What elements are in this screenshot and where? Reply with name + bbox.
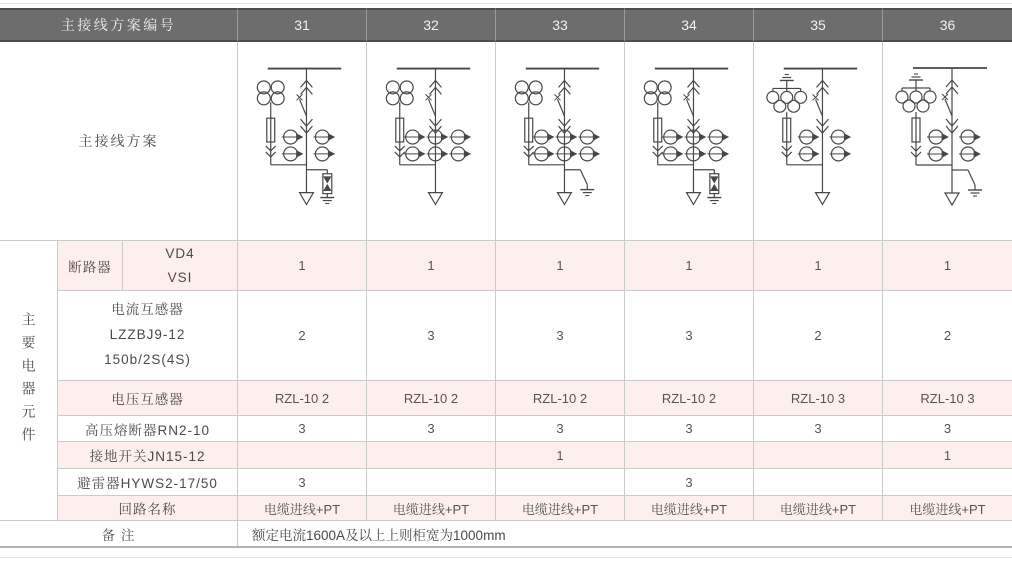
scheme-diagram <box>882 42 1012 240</box>
header-scheme-number: 31 <box>237 8 366 42</box>
breaker-model: VD4 <box>165 245 195 261</box>
table-cell: 1 <box>495 240 624 290</box>
table-cell: 2 <box>882 290 1012 380</box>
row-label-breaker: 断路器 <box>58 240 122 290</box>
table-cell: 电缆进线+PT <box>624 495 753 520</box>
scheme-diagram <box>753 42 882 240</box>
page-top-rule <box>0 3 1012 4</box>
table-cell: 3 <box>495 415 624 441</box>
table-cell: 3 <box>366 290 495 380</box>
remark-value: 额定电流1600A及以上上则柜宽为1000mm <box>237 520 1012 546</box>
table-cell: 3 <box>237 415 366 441</box>
row-label-arrester: 避雷器HYWS2-17/50 <box>58 468 237 495</box>
table-cell: 1 <box>237 240 366 290</box>
wiring-scheme-table <box>0 8 1012 548</box>
table-cell <box>495 468 624 495</box>
scheme-diagram <box>366 42 495 240</box>
table-cell <box>237 441 366 468</box>
row-label-voltage-transformer: 电压互感器 <box>58 380 237 415</box>
table-cell: 3 <box>237 468 366 495</box>
table-cell: 1 <box>495 441 624 468</box>
row-label-current-transformer <box>58 290 237 380</box>
table-cell <box>624 441 753 468</box>
table-cell <box>882 468 1012 495</box>
header-scheme-number: 36 <box>882 8 1012 42</box>
row-label-hv-fuse: 高压熔断器RN2-10 <box>58 415 237 441</box>
scheme-diagram <box>624 42 753 240</box>
table-cell: 1 <box>753 240 882 290</box>
table-cell: 3 <box>624 415 753 441</box>
row-label-breaker-models <box>122 240 237 290</box>
label-line: 150b/2S(4S) <box>104 351 191 367</box>
table-cell: 3 <box>495 290 624 380</box>
label-line: LZZBJ9-12 <box>109 327 186 343</box>
table-cell: 2 <box>237 290 366 380</box>
scheme-diagram <box>237 42 366 240</box>
table-cell: 1 <box>882 240 1012 290</box>
remark-label: 备 注 <box>0 520 237 546</box>
table-cell: 1 <box>882 441 1012 468</box>
row-label-earthing-switch: 接地开关JN15-12 <box>58 441 237 468</box>
header-scheme-number: 34 <box>624 8 753 42</box>
table-cell: 3 <box>624 468 753 495</box>
table-title: 主接线方案编号 <box>0 8 237 42</box>
table-cell: 电缆进线+PT <box>882 495 1012 520</box>
table-cell: RZL-10 2 <box>366 380 495 415</box>
row-label-circuit-name: 回路名称 <box>58 495 237 520</box>
header-scheme-number: 33 <box>495 8 624 42</box>
table-cell: 3 <box>753 415 882 441</box>
table-cell: RZL-10 2 <box>624 380 753 415</box>
table-cell: 3 <box>882 415 1012 441</box>
header-scheme-number: 32 <box>366 8 495 42</box>
table-cell: 3 <box>366 415 495 441</box>
table-cell <box>753 441 882 468</box>
table-cell: RZL-10 3 <box>882 380 1012 415</box>
breaker-model: VSI <box>167 269 193 285</box>
table-cell: 3 <box>624 290 753 380</box>
table-cell: RZL-10 2 <box>237 380 366 415</box>
table-cell: 1 <box>624 240 753 290</box>
table-cell: RZL-10 3 <box>753 380 882 415</box>
table-cell: 电缆进线+PT <box>237 495 366 520</box>
component-group-label: 主要电器元件 <box>0 240 58 520</box>
table-cell <box>366 441 495 468</box>
table-cell: 电缆进线+PT <box>495 495 624 520</box>
table-cell <box>753 468 882 495</box>
page-bottom-rule <box>0 557 1012 558</box>
table-cell: 电缆进线+PT <box>753 495 882 520</box>
table-cell <box>366 468 495 495</box>
table-cell: RZL-10 2 <box>495 380 624 415</box>
scheme-diagram <box>495 42 624 240</box>
table-cell: 电缆进线+PT <box>366 495 495 520</box>
table-cell: 2 <box>753 290 882 380</box>
table-cell: 1 <box>366 240 495 290</box>
header-scheme-number: 35 <box>753 8 882 42</box>
label-line: 电流互感器 <box>111 302 184 318</box>
diagram-row-label: 主接线方案 <box>78 133 159 149</box>
